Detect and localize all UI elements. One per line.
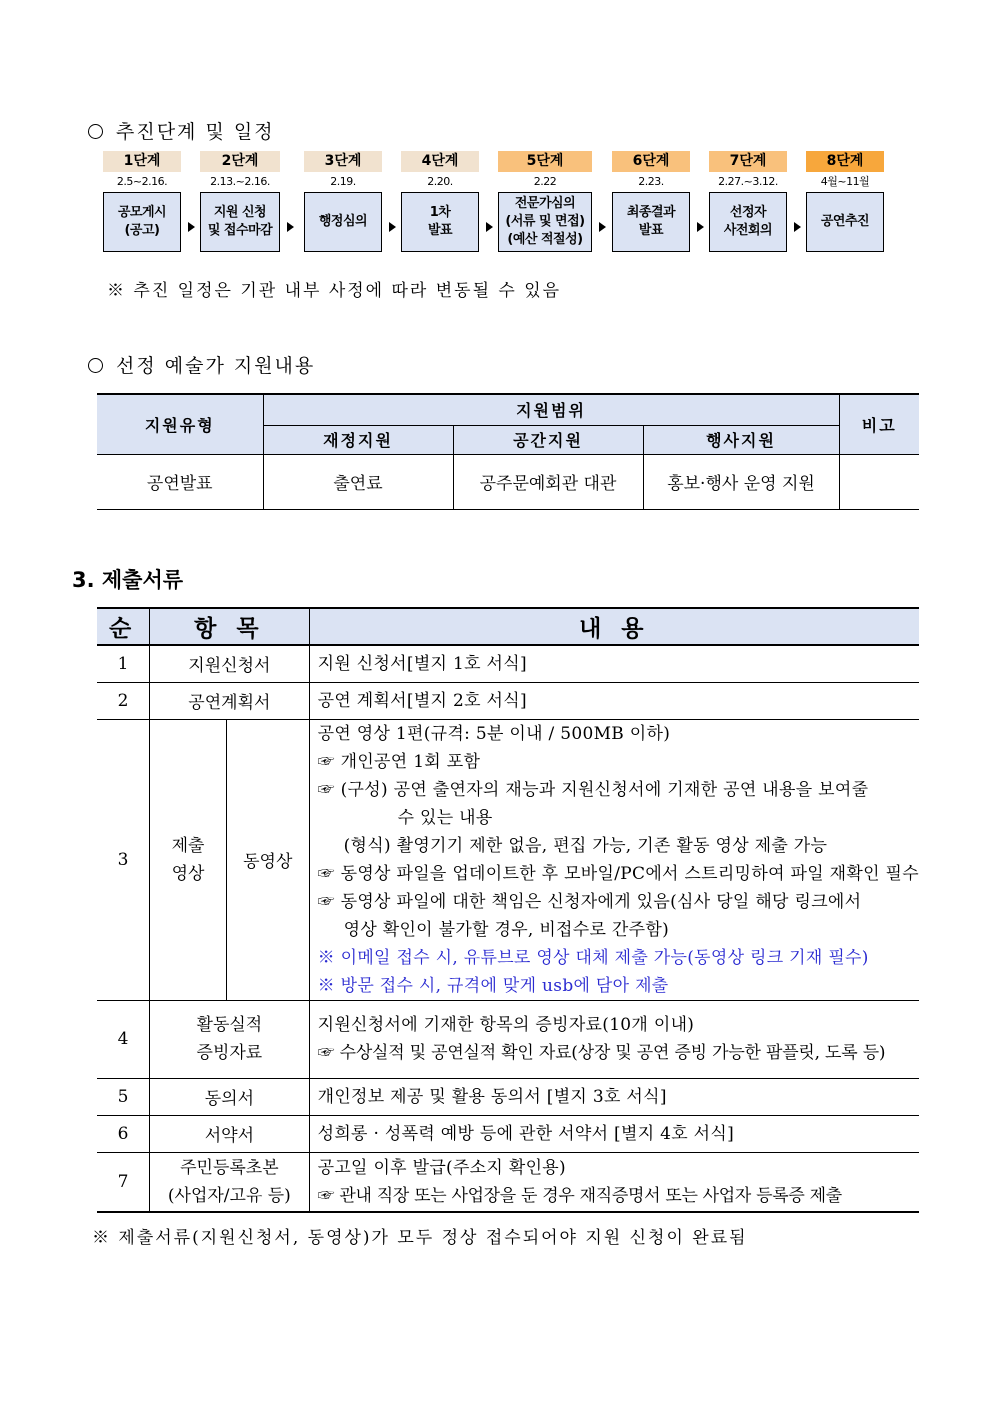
stage-date: 2.27.~3.12. (718, 175, 778, 188)
stage-box-line: 사전회의 (723, 223, 773, 238)
support-subheader-event: 행사지원 (643, 425, 839, 454)
stage-box (304, 192, 382, 252)
stage-box-line: 행정심의 (318, 214, 368, 229)
content-line: 공연 영상 1편(규격: 5분 이내 / 500MB 이하) (317, 723, 671, 744)
arrow-right-icon (287, 222, 294, 232)
stage-box-line: 발표 (427, 223, 453, 238)
stage-label: 2단계 (200, 151, 280, 172)
stage-box-line: (서류 및 면접) (505, 214, 585, 229)
stage-4 (401, 151, 479, 252)
table-row (97, 1115, 919, 1152)
row-number: 7 (97, 1152, 150, 1212)
stage-box-line: 공모게시 (117, 205, 167, 220)
stage-box (200, 192, 280, 252)
row-content (309, 719, 919, 1000)
stage-box (709, 192, 787, 252)
row-number: 6 (97, 1115, 150, 1152)
row-item-category-line: 제출 (171, 835, 205, 856)
arrow-right-icon (794, 222, 801, 232)
support-subheader-financial: 재정지원 (263, 425, 453, 454)
stage-date: 2.13.~2.16. (210, 175, 270, 188)
stage-box (103, 192, 181, 252)
content-line: ☞ 관내 직장 또는 사업장을 둔 경우 재직증명서 또는 사업자 등록증 제출 (317, 1185, 842, 1206)
content-line: 공고일 이후 발급(주소지 확인용) (317, 1157, 566, 1178)
row-item (150, 1000, 309, 1078)
support-cell-type: 공연발표 (97, 454, 263, 509)
documents-table (97, 607, 919, 1213)
content-line: 영상 확인이 불가할 경우, 비접수로 간주함) (343, 919, 670, 940)
stage-box (806, 192, 884, 252)
row-item-subcategory: 동영상 (226, 719, 309, 1000)
stage-1 (103, 151, 181, 252)
arrow-right-icon (599, 222, 606, 232)
stage-5 (498, 151, 592, 252)
stage-date: 2.5~2.16. (116, 175, 168, 188)
content-line: ☞ 동영상 파일을 업데이트한 후 모바일/PC에서 스트리밍하여 파일 재확인 필수 (317, 863, 919, 884)
content-line: (형식) 촬영기기 제한 없음, 편집 가능, 기존 활동 영상 제출 가능 (343, 835, 828, 856)
stage-label: 4단계 (401, 151, 479, 172)
stage-box (498, 192, 592, 252)
stage-box (612, 192, 690, 252)
row-item-line: (사업자/고유 등) (167, 1185, 291, 1206)
row-content (309, 1152, 919, 1212)
support-table (97, 393, 919, 510)
stage-label: 5단계 (498, 151, 592, 172)
support-section-title (88, 351, 315, 378)
table-row (97, 645, 919, 682)
row-content (309, 1000, 919, 1078)
row-number: 2 (97, 682, 150, 719)
stage-6 (612, 151, 690, 252)
table-row (97, 719, 919, 1000)
content-line-note: ※ 이메일 접수 시, 유튜브로 영상 대체 제출 가능(동영상 링크 기재 필수) (317, 947, 869, 968)
stage-label: 7단계 (709, 151, 787, 172)
row-item: 동의서 (150, 1078, 309, 1115)
arrow-right-icon (697, 222, 704, 232)
table-row (97, 1152, 919, 1212)
stage-8 (806, 151, 884, 252)
content-line-note: ※ 방문 접수 시, 규격에 맞게 usb에 담아 제출 (317, 975, 669, 996)
stage-box-line: 공연추진 (820, 214, 870, 229)
support-header-type: 지원유형 (97, 394, 263, 454)
row-item (150, 1152, 309, 1212)
stage-label: 1단계 (103, 151, 181, 172)
stage-box-line: 전문가심의 (514, 196, 576, 211)
documents-header-item: 항 목 (150, 608, 309, 645)
row-content: 공연 계획서[별지 2호 서식] (309, 682, 919, 719)
stage-3 (304, 151, 382, 252)
stage-box-line: 지원 신청 (213, 205, 267, 220)
support-header-scope: 지원범위 (263, 394, 839, 425)
row-item: 지원신청서 (150, 645, 309, 682)
stage-label: 3단계 (304, 151, 382, 172)
stage-box (401, 192, 479, 252)
stage-box-line: 발표 (638, 223, 664, 238)
row-content: 개인정보 제공 및 활용 동의서 [별지 3호 서식] (309, 1078, 919, 1115)
schedule-note: ※ 추진 일정은 기관 내부 사정에 따라 변동될 수 있음 (107, 281, 562, 301)
support-cell-space: 공주문예회관 대관 (453, 454, 643, 509)
schedule-section-title (88, 117, 275, 144)
support-header-remarks: 비고 (839, 394, 919, 454)
stage-date: 4월~11월 (820, 175, 870, 188)
content-line: ☞ 수상실적 및 공연실적 확인 자료(상장 및 공연 증빙 가능한 팜플릿, 도록 등) (317, 1043, 886, 1063)
stage-box-line: 1차 (429, 205, 451, 220)
row-item: 공연계획서 (150, 682, 309, 719)
support-cell-financial: 출연료 (263, 454, 453, 509)
row-number: 1 (97, 645, 150, 682)
support-subheader-space: 공간지원 (453, 425, 643, 454)
support-cell-event: 홍보·행사 운영 지원 (643, 454, 839, 509)
documents-header-no: 순 (97, 608, 150, 645)
content-line: 수 있는 내용 (397, 807, 493, 828)
row-item: 서약서 (150, 1115, 309, 1152)
stage-7 (709, 151, 787, 252)
content-line: 지원신청서에 기재한 항목의 증빙자료(10개 이내) (317, 1015, 695, 1035)
content-line: ☞ 개인공연 1회 포함 (317, 751, 481, 772)
content-line: ☞ (구성) 공연 출연자의 재능과 지원신청서에 기재한 공연 내용을 보여줄 (317, 779, 869, 800)
row-number: 4 (97, 1000, 150, 1078)
circle-bullet-icon (88, 124, 103, 139)
row-number: 3 (97, 719, 150, 1000)
stage-box-line: (공고) (124, 223, 160, 238)
stage-label: 8단계 (806, 151, 884, 172)
row-item-category-line: 영상 (171, 863, 205, 884)
circle-bullet-icon (88, 358, 103, 373)
stage-box-line: 선정자 (729, 205, 767, 220)
arrow-right-icon (188, 222, 195, 232)
stage-box-line: (예산 적절성) (507, 232, 583, 247)
arrow-right-icon (389, 222, 396, 232)
documents-footnote: ※ 제출서류(지원신청서, 동영상)가 모두 정상 접수되어야 지원 신청이 완료됨 (92, 1228, 748, 1248)
stage-date: 2.20. (427, 175, 453, 188)
row-number: 5 (97, 1078, 150, 1115)
row-item-line: 주민등록초본 (180, 1157, 279, 1178)
arrow-right-icon (486, 222, 493, 232)
stage-box-line: 및 접수마감 (207, 223, 273, 238)
stage-box-line: 최종결과 (626, 205, 676, 220)
stage-label: 6단계 (612, 151, 690, 172)
stage-date: 2.19. (330, 175, 356, 188)
content-line: ☞ 동영상 파일에 대한 책임은 신청자에게 있음(심사 당일 해당 링크에서 (317, 891, 862, 912)
row-item-category (150, 719, 227, 1000)
table-row (97, 682, 919, 719)
documents-section-title: 3. 제출서류 (72, 568, 184, 592)
table-row (97, 1078, 919, 1115)
stage-2 (200, 151, 280, 252)
support-cell-remarks (839, 454, 919, 509)
stage-date: 2.23. (638, 175, 664, 188)
support-title-text: 선정 예술가 지원내용 (116, 355, 316, 377)
table-row (97, 1000, 919, 1078)
row-item-line: 증빙자료 (196, 1043, 263, 1063)
row-content: 지원 신청서[별지 1호 서식] (309, 645, 919, 682)
documents-header-content: 내 용 (309, 608, 919, 645)
row-item-line: 활동실적 (196, 1015, 263, 1035)
row-content: 성희롱 · 성폭력 예방 등에 관한 서약서 [별지 4호 서식] (309, 1115, 919, 1152)
stage-date: 2.22 (533, 175, 557, 188)
schedule-title-text: 추진단계 및 일정 (116, 121, 275, 143)
